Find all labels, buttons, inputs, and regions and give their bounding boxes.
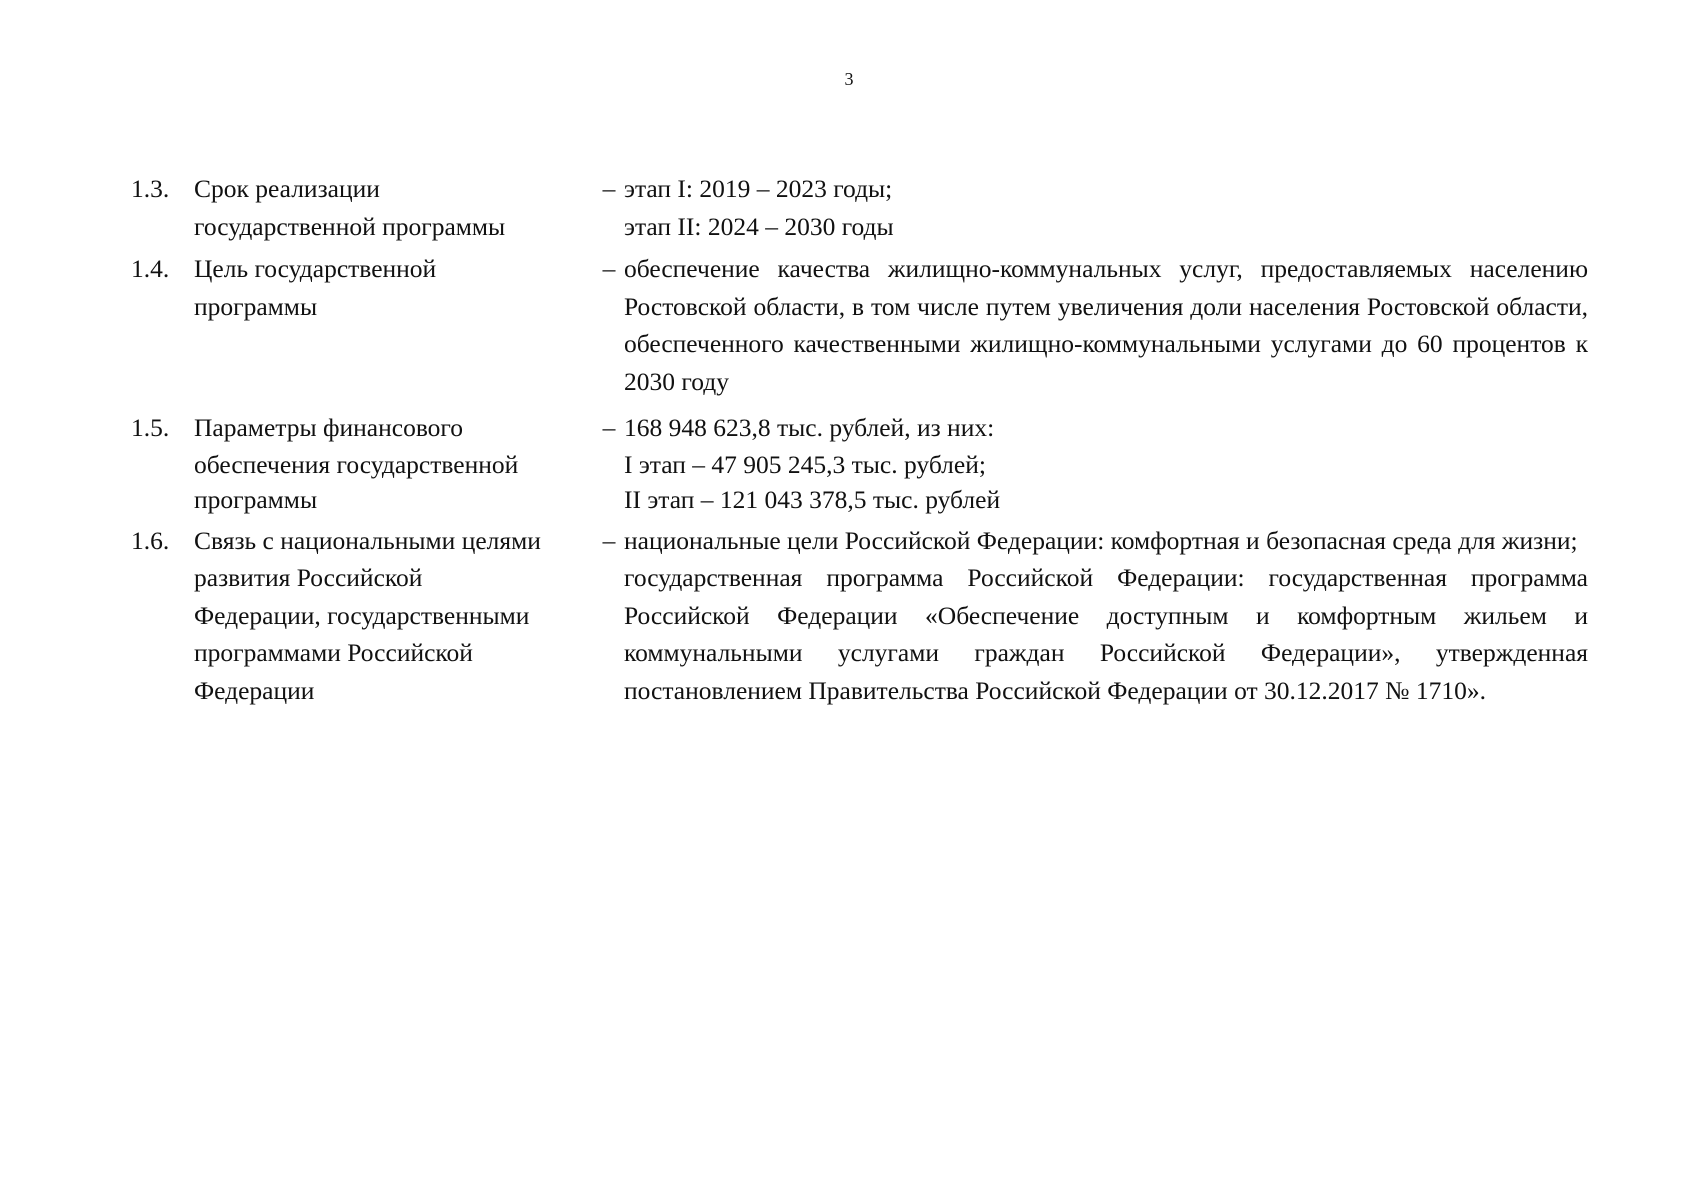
item-label <box>194 522 594 710</box>
label-line: обеспечения государственной <box>194 449 519 479</box>
passport-row-1-6 <box>131 522 1588 710</box>
item-number: 1.6. <box>131 525 170 555</box>
label-line: Срок реализации <box>194 174 380 203</box>
dash-separator: – <box>602 413 616 442</box>
label-line: Федерации, государственными <box>194 600 530 630</box>
page-number: 3 <box>844 69 854 89</box>
label-line: развития Российской <box>194 563 423 592</box>
label-line: Цель государственной <box>194 254 437 283</box>
value-paragraph: обеспечение качества жилищно-коммунальных услуг, предоставляемых населению Ростовской области, в том числе путем увеличения доли населения Ростовской области, обеспеченного качественными жилищно-коммунальными услугами до 60 процентов к 2030 году <box>624 254 1588 396</box>
label-line: государственной программы <box>194 211 506 241</box>
dash-separator: – <box>602 174 616 203</box>
passport-row-1-4 <box>131 250 1588 400</box>
value-paragraph: национальные цели Российской Федерации: комфортная и безопасная среда для жизни; <box>624 525 1578 555</box>
value-line: этап II: 2024 – 2030 годы <box>624 211 894 241</box>
label-line: Федерации <box>194 675 315 705</box>
item-value <box>624 250 1588 400</box>
dash-separator: – <box>602 254 616 283</box>
item-label <box>194 409 594 517</box>
label-line: программы <box>194 484 318 514</box>
item-number: 1.3. <box>131 174 170 203</box>
dash-separator: – <box>602 525 616 555</box>
item-label <box>194 170 594 245</box>
item-number: 1.4. <box>131 254 170 283</box>
label-line: Связь с национальными целями <box>194 525 541 555</box>
passport-row-1-3 <box>131 170 1588 245</box>
value-line: этап I: 2019 – 2023 годы; <box>624 174 893 203</box>
program-passport-section <box>131 170 1588 709</box>
value-line: II этап – 121 043 378,5 тыс. рублей <box>624 484 1001 514</box>
label-line: Параметры финансового <box>194 413 464 442</box>
item-value <box>624 522 1588 710</box>
value-line: I этап – 47 905 245,3 тыс. рублей; <box>624 449 986 479</box>
item-value <box>624 409 1588 517</box>
passport-row-1-5 <box>131 409 1588 517</box>
value-line: 168 948 623,8 тыс. рублей, из них: <box>624 413 995 442</box>
item-value <box>624 170 1588 245</box>
item-number: 1.5. <box>131 413 170 442</box>
item-label <box>194 250 594 325</box>
value-paragraph: государственная программа Российской Федерации: государственная программа Российской Федерации «Обеспечение доступным и комфортным жильем и коммунальными услугами граждан Российской Федерации», утвержденная постановлением Правительства Российской Федерации от 30.12.2017 № 1710». <box>624 563 1588 705</box>
label-line: программы <box>194 291 318 321</box>
label-line: программами Российской <box>194 638 473 667</box>
